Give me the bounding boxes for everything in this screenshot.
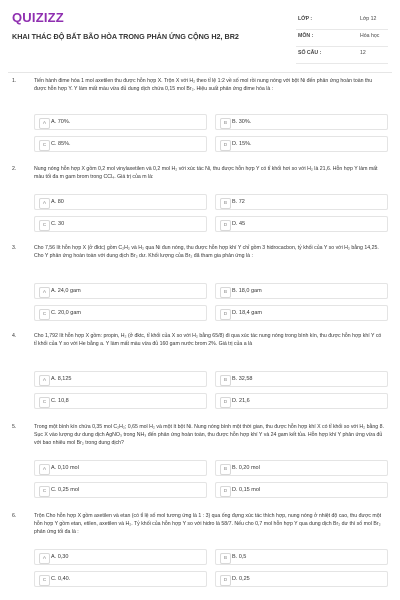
meta-row-subject [296,30,388,47]
option-letter-d: D [220,140,231,151]
option-letter-d: D [220,220,231,231]
option-letter-d: D [220,397,231,408]
option-text: C. 0,40. [51,576,71,582]
meta-label: LỚP : [298,16,313,22]
option-text: A. 70%. [51,119,71,125]
option-a[interactable] [34,371,207,387]
option-text: C. 10,8 [51,398,69,404]
option-a[interactable] [34,460,207,476]
question-number: 3. [12,245,17,251]
question-text: Nung nóng hỗn hợp X gồm 0,2 mol vinylaxetilen và 0,2 mol H₂ với xúc tác Ni, thu được hỗn hợp Y có tỉ khối hơi so với H₂ là 21,6. Hỗn hợp Y làm mất màu tối đa m gam brom trong CCl₄. Giá trị của m là: [34,166,378,180]
option-letter-a: A [39,118,50,129]
option-letter-a: A [39,464,50,475]
option-text: D. 0,15 mol [232,487,261,493]
option-text: D. 15%. [232,141,252,147]
option-text: C. 0,25 mol [51,487,80,493]
option-letter-b: B [220,287,231,298]
option-letter-a: A [39,553,50,564]
option-letter-b: B [220,198,231,209]
option-text: C. 20,0 gam [51,310,81,316]
option-text: A. 24,0 gam [51,288,81,294]
option-c[interactable] [34,136,207,152]
option-text: D. 21,6 [232,398,250,404]
question-text: Trộn Cho hỗn hợp X gồm axetilen và etan (có tỉ lệ số mol tương ứng là 1 : 3) qua ống đựng xúc tác thích hợp, nung nóng ở nhiệt độ cao, thu được một hỗn hợp Y gồm etan, etilen, axetilen và H₂. Tỷ khối của hỗn hợp Y so với hidro là 58/7. Nếu cho 0,7 mol hỗn hợp Y qua dung dịch Br₂ dư thì số mol Br₂ phản ứng tối đa là : [34,513,382,535]
option-letter-c: C [39,140,50,151]
option-letter-a: A [39,375,50,386]
option-d[interactable] [215,136,388,152]
question-number: 1. [12,78,17,84]
header-divider [8,72,392,73]
option-b[interactable] [215,114,388,130]
option-text: B. 30%. [232,119,252,125]
option-text: B. 0,5 [232,554,247,560]
option-c[interactable] [34,305,207,321]
meta-row-class [296,13,388,30]
option-text: D. 0,25 [232,576,250,582]
option-letter-d: D [220,309,231,320]
question-number: 5. [12,424,17,430]
meta-row-question-count [296,47,388,64]
meta-value: 12 [360,50,366,56]
option-letter-b: B [220,553,231,564]
option-text: B. 18,0 gam [232,288,262,294]
question-text: Cho 7,56 lít hỗn hợp X (ở đktc) gồm C₂H₂ và H₂ qua Ni đun nóng, thu được hỗn hợp khí Y chỉ gồm 3 hidrocacbon, tỷ khối của Y so với H₂ bằng 14,25. Cho Y phản ứng hoàn toàn với dung dịch Br₂ dư. Khối lượng của Br₂ đã tham gia phản ứng là : [34,245,379,259]
option-b[interactable] [215,371,388,387]
meta-value: Hóa học [360,33,380,39]
option-b[interactable] [215,549,388,565]
option-text: A. 0,30 [51,554,69,560]
question-number: 6. [12,513,17,519]
option-letter-a: A [39,287,50,298]
option-a[interactable] [34,194,207,210]
option-b[interactable] [215,194,388,210]
option-letter-c: C [39,309,50,320]
meta-label: MÔN : [298,33,314,39]
option-b[interactable] [215,460,388,476]
question-text: Cho 1,792 lít hỗn hợp X gồm: propin, H₂ (ở đktc, tỉ khối của X so với H₂ bằng 65/8) đi qua xúc tác nung nóng trong bình kín, thu được hỗn hợp khí Y có tỉ khối của Y so với He bằng a. Y làm mất màu vừa đủ 160 gam nước brom 2%. Giá trị của a là [34,333,382,347]
option-a[interactable] [34,549,207,565]
option-text: A. 80 [51,199,64,205]
option-text: B. 72 [232,199,245,205]
option-text: D. 45 [232,221,246,227]
option-c[interactable] [34,571,207,587]
option-a[interactable] [34,283,207,299]
option-text: A. 0,10 mol [51,465,79,471]
question-number: 2. [12,166,17,172]
option-text: C. 30 [51,221,65,227]
option-letter-a: A [39,198,50,209]
option-text: B. 0,20 mol [232,465,260,471]
option-letter-c: C [39,220,50,231]
option-a[interactable] [34,114,207,130]
question-number: 4. [12,333,17,339]
meta-label: SỐ CÂU : [298,50,322,56]
quizizz-logo: QUIZIZZ [12,10,64,25]
option-text: A. 8,125 [51,376,72,382]
question-text: Trong một bình kín chứa 0,35 mol C₂H₂; 0,65 mol H₂ và một ít bột Ni. Nung nóng bình một thời gian, thu được hỗn hợp khí X có tỉ khối so với H₂ bằng 8. Sục X vào lượng dư dung dịch AgNO₃ trong NH₃ đến phản ứng hoàn toàn, thu được hỗn hợp khí Y và 24 gam kết tủa. Hỗn hợp khí Y phản ứng vừa đủ với bao nhiêu mol Br₂ trong dung dịch? [34,424,384,446]
option-letter-c: C [39,397,50,408]
option-letter-d: D [220,575,231,586]
option-letter-c: C [39,575,50,586]
option-letter-b: B [220,118,231,129]
option-d[interactable] [215,393,388,409]
option-c[interactable] [34,482,207,498]
option-d[interactable] [215,305,388,321]
option-letter-b: B [220,464,231,475]
option-b[interactable] [215,283,388,299]
option-d[interactable] [215,216,388,232]
option-letter-b: B [220,375,231,386]
meta-value: Lớp 12 [360,16,377,22]
option-letter-c: C [39,486,50,497]
question-text: Tiến hành đime hóa 1 mol axetilen thu được hỗn hợp X. Trộn X với H₂ theo tỉ lệ 1:2 về số mol rồi nung nóng với bột Ni đến phản ứng hoàn toàn thu được hỗn hợp Y. Y làm mất màu vừa đủ dung dịch chứa 0,15 mol Br₂. Hiệu suất phản ứng đime hóa là : [34,78,373,92]
worksheet-meta [296,13,388,64]
option-text: C. 85%. [51,141,71,147]
option-c[interactable] [34,216,207,232]
option-d[interactable] [215,571,388,587]
option-text: D. 18,4 gam [232,310,262,316]
option-text: B. 32,58 [232,376,253,382]
option-d[interactable] [215,482,388,498]
worksheet-title: KHAI THÁC ĐỘ BẤT BÃO HÒA TRONG PHẢN ỨNG CỘNG H2, BR2 [12,32,239,41]
worksheet-header [0,0,400,64]
option-c[interactable] [34,393,207,409]
option-letter-d: D [220,486,231,497]
